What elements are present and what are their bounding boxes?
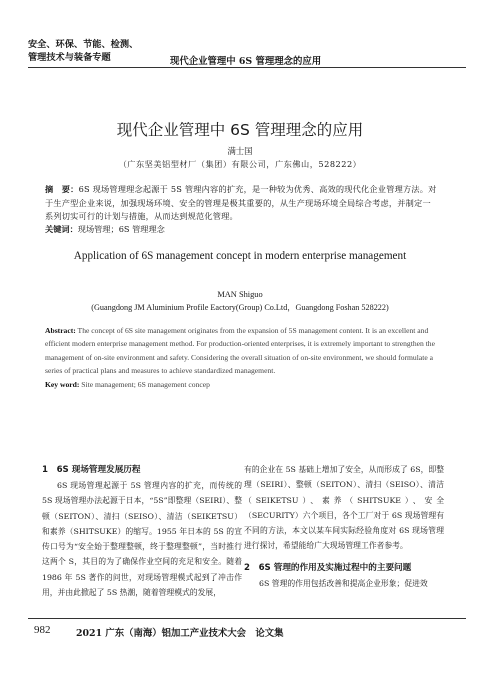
abstract-en-label: Abstract: [45, 326, 76, 335]
running-title: 现代企业管理中 6S 管理理念的应用 [170, 56, 322, 67]
proceedings-title: 2021 广东（南海）铝加工产业技术大会 论文集 [76, 628, 284, 639]
paper-title-cn: 现代企业管理中 6S 管理理念的应用 [116, 121, 364, 139]
page-number: 982 [34, 624, 51, 636]
header-category-line1: 安全、环保、节能、检测、 [28, 39, 139, 50]
header-rule [28, 67, 466, 68]
keywords-cn-text: 现场管理；6S 管理理念 [77, 224, 165, 234]
section2-paragraph: 6S 管理的作用包括改善和提高企业形象；促进效 [259, 578, 428, 588]
section2-heading: 2 6S 管理的作用及实施过程中的主要问题 [244, 562, 412, 573]
abstract-cn-text: 6S 现场管理理念起源于 5S 管理内容的扩充，是一种较为优秀、高效的现代化企业管理方法。对于生产型企业来说，加强现场环境、安全的管理是极其重要的，从生产现场环境全局综合考虑，并制定一系列切实可行的计划与措施，从而达到规范化管理。 [45, 184, 437, 222]
affiliation-en: (Guangdong JM Aluminium Profile Eactory(Group) Co.Ltd，Guangdong Foshan 528222) [91, 303, 389, 312]
author-en: MAN Shiguo [217, 290, 263, 299]
abstract-en [45, 324, 438, 377]
author-cn: 满士国 [227, 146, 253, 156]
section1-paragraph: 6S 现场管理起源于 5S 管理内容的扩充，而传统的 5S 现场管理办法起源于日本，“5S”即整理（SEIRI）、整顿（SEITON）、清扫（SEISO）、清洁（SEIKETSU）和素养（SHITSUKE）的缩写。1955 年日本的 5S 的宣传口号为“安全始于整理整顿，终于整理整顿”，当时推行这两个 S，其目的为了确保作业空间的充足和安全。随着 1986 年 5S 著作的问世，对现场管理模式起到了冲击作用，并由此掀起了 5S 热潮，随着管理模式的发展， [42, 481, 242, 598]
section1-continuation: 有的企业在 5S 基础上增加了安全，从而形成了 6S，即整理（SEIRI）、整顿（SEITON）、清扫（SEISO）、清洁（SEIKETSU）、素养（SHITSUKE）、安全（SECURITY）六个项目，各个工厂对于 6S 现场管理有不同的方法，本文以某车间实际经验角度对 6S 现场管理进行探讨，希望能给广大现场管理工作者参考。 [244, 465, 444, 551]
paper-title-en: Application of 6S management concept in modern enterprise management [73, 250, 407, 262]
keywords-en-text: Site management; 6S management concep [79, 380, 210, 389]
header-category [28, 38, 138, 64]
affiliation-cn: （广东坚美铝型材厂（集团）有限公司，广东佛山，528222） [118, 159, 362, 169]
keywords-en [45, 380, 210, 389]
header-category-line2: 管理技术与装备专题 [28, 52, 111, 63]
footer-rule [28, 618, 466, 619]
abstract-cn [45, 183, 437, 224]
keywords-en-label: Key word: [45, 380, 80, 389]
keywords-cn-label: 关键词： [45, 224, 78, 234]
abstract-cn-label: 摘 要： [45, 184, 79, 194]
body-column-right [244, 462, 444, 591]
abstract-en-text: The concept of 6S site management originates from the expansion of 5S management content. It is an excellent and efficient modern enterprise management method. For production-oriented enterprises, it is extremely important to strengthen the management of on-site environment and safety. Considering the overall situation of on-site environment, we should formulate a series of practical plans and measures to achieve standardized management. [45, 326, 435, 375]
body-column-left [42, 462, 242, 600]
keywords-cn [45, 224, 165, 235]
section1-heading: 1 6S 现场管理发展历程 [42, 465, 141, 475]
